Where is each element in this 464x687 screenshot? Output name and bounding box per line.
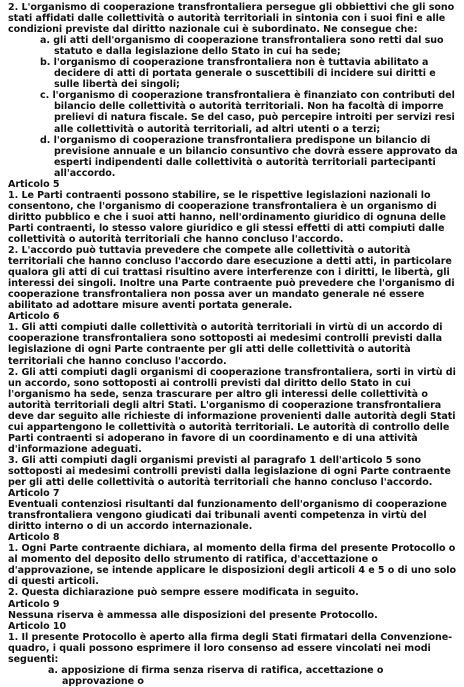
article-heading: Articolo 6 <box>8 311 60 323</box>
article-9-paragraph: Nessuna riserva è ammessa alle disposizioni del presente Protocollo. <box>8 609 378 621</box>
article-6-paragraph-2: 2. Gli atti compiuti dagli organismi di cooperazione transfrontaliera, sorti in virtù di un accordo, sono sottoposti ai controlli previsti dal diritto dello Stato in cui l'organismo ha sede, senza trascurare per altro gli interessi delle collettività o autorità territoriali degli altri Stati. L'organismo di cooperazione transfrontaliera deve dar seguito alle richieste di informazione provenienti dalle autorità degli Stati cui appartengono le collettività o autorità territoriali. Le autorità di controllo delle Parti contraenti si adoperano in favore di un coordinamento e di una attività d'informazione adeguati. <box>8 366 456 455</box>
article-10-list <box>8 665 458 687</box>
list-item: a. gli atti dell'organismo di cooperazione transfrontaliera sono retti dal suo statuto e dalla legislazione dello Stato in cui ha sede; <box>40 35 444 58</box>
article-8-paragraph-2: 2. Questa dichiarazione può sempre essere modificata in seguito. <box>8 587 359 599</box>
article-heading: Articolo 9 <box>8 598 60 610</box>
article-heading: Articolo 5 <box>8 178 60 190</box>
list-item: c. l'organismo di cooperazione transfrontaliera è finanziato con contributi del bilancio delle collettività o autorità territoriali. Non ha facoltà di imporre prelievi di natura fiscale. Se del caso, può percepire introiti per servizi resi alle collettività o autorità territoriali, ad altri utenti o a terzi; <box>40 90 455 135</box>
article-6-paragraph-1: 1. Gli atti compiuti dalle collettività o autorità territoriali in virtù di un accordo di cooperazione transfrontaliera sono sottoposti ai medesimi controlli previsti dalla legislazione di ogni Parte contraente per gli atti delle collettività o autorità territoriali che hanno concluso l'accordo. <box>8 322 443 367</box>
article-heading: Articolo 7 <box>8 488 60 500</box>
article-5-paragraph-1: 1. Le Parti contraenti possono stabilire, se le rispettive legislazioni nazionali lo consentono, che l'organismo di cooperazione transfrontaliera è un organismo di diritto pubblico e che i suoi atti hanno, nell'ordinamento giuridico di ognuna delle Parti contraenti, lo stesso valore giuridico e gli stessi effetti di atti compiuti dalle collettività o autorità territoriali che hanno concluso l'accordo. <box>8 189 446 245</box>
article-10-paragraph-1: 1. Il presente Protocollo è aperto alla firma degli Stati firmatari della Convenzione-quadro, i quali possono esprimere il loro consenso ad essere vincolati nei modi seguenti: <box>8 631 453 665</box>
article-5-paragraph-2: 2. L'accordo può tuttavia prevedere che compete alle collettività o autorità territoriali che hanno concluso l'accordo dare esecuzione a detti atti, in particolare qualora gli atti di cui trattasi risultino avere interferenze con i diritti, le libertà, gli interessi dei singoli. Inoltre una Parte contraente può prevedere che l'organismo di cooperazione transfrontaliera non possa aver un mandato generale né essere abilitato ad adottare misure aventi portata generale. <box>8 245 455 312</box>
article-4-list <box>8 35 458 179</box>
article-7-paragraph: Eventuali contenziosi risultanti dal funzionamento dell'organismo di cooperazione transfrontaliera vengono giudicati dai tribunali aventi competenza in virtù del diritto interno o di un accordo internazionale. <box>8 499 447 533</box>
article-4-paragraph-2: 2. L'organismo di cooperazione transfrontaliera persegue gli obbiettivi che gli sono stati affidati dalle collettività o autorità territoriali in sintonia con i suoi fini e alle condizioni previste dal diritto nazionale cui è subordinato. Ne consegue che: <box>8 2 455 36</box>
list-item: b. l'organismo di cooperazione transfrontaliera non è tuttavia abilitato a decidere di atti di portata generale o suscettibili di incidere sui diritti e sulle libertà dei singoli; <box>40 57 436 91</box>
list-item: d. l'organismo di cooperazione transfrontaliera predispone un bilancio di previsione annuale e un bilancio consuntivo che dovrà essere approvato da esperti indipendenti dalle collettività o autorità territoriali partecipanti all'accordo. <box>40 134 458 179</box>
article-heading: Articolo 10 <box>8 620 67 632</box>
list-item: a. apposizione di firma senza riserva di ratifica, accettazione o approvazione o <box>48 664 384 687</box>
article-6-paragraph-3: 3. Gli atti compiuti dagli organismi previsti al paragrafo 1 dell'articolo 5 sono sottoposti ai medesimi controlli previsti dalla legislazione di ogni Parte contraente per gli atti delle collettività o autorità territoriali che hanno concluso l'accordo. <box>8 454 451 489</box>
article-heading: Articolo 8 <box>8 532 60 544</box>
article-8-paragraph-1: 1. Ogni Parte contraente dichiara, al momento della firma del presente Protocollo o al momento del deposito dello strumento di ratifica, d'accettazione o d'approvazione, se intende applicare le disposizioni degli articoli 4 e 5 o di uno solo di questi articoli. <box>8 543 457 588</box>
